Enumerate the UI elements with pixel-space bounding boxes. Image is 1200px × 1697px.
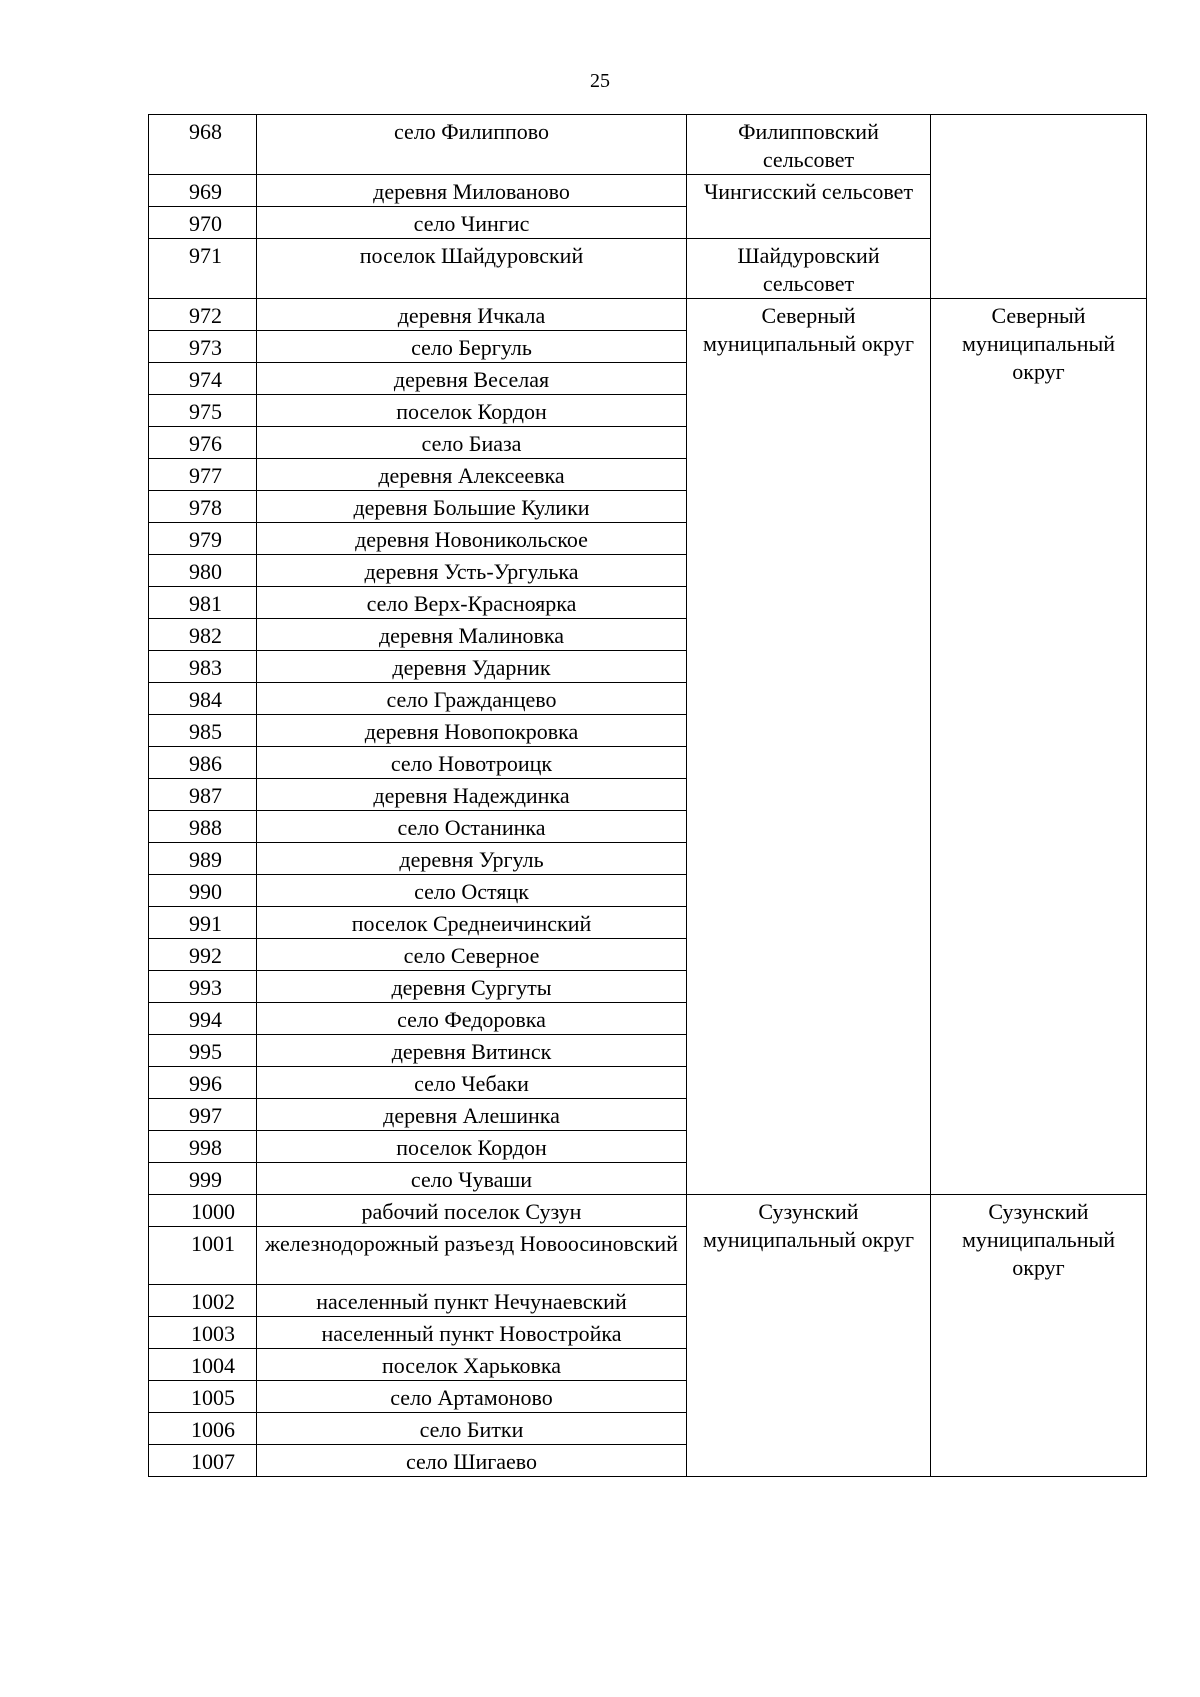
settlement-name: деревня Алексеевка — [257, 459, 687, 491]
row-number: 987 — [149, 779, 257, 811]
municipal-council-cell: Чингисский сельсовет — [687, 175, 931, 239]
row-number: 979 — [149, 523, 257, 555]
row-number: 972 — [149, 299, 257, 331]
settlement-name: село Остяцк — [257, 875, 687, 907]
settlement-name: деревня Надеждинка — [257, 779, 687, 811]
settlement-name: село Новотроицк — [257, 747, 687, 779]
table-row — [149, 1195, 1147, 1227]
table-row — [149, 115, 1147, 175]
settlement-name: село Чуваши — [257, 1163, 687, 1195]
settlement-name: село Чингис — [257, 207, 687, 239]
settlement-name: село Биаза — [257, 427, 687, 459]
row-number: 976 — [149, 427, 257, 459]
row-number: 1007 — [149, 1445, 257, 1477]
settlement-name: село Гражданцево — [257, 683, 687, 715]
row-number: 984 — [149, 683, 257, 715]
municipal-district-cell: Сузунский муниципальный округ — [931, 1195, 1147, 1477]
municipal-district-cell — [931, 115, 1147, 299]
row-number: 970 — [149, 207, 257, 239]
row-number: 999 — [149, 1163, 257, 1195]
row-number: 980 — [149, 555, 257, 587]
settlement-name: поселок Среднеичинский — [257, 907, 687, 939]
settlement-name: поселок Шайдуровский — [257, 239, 687, 299]
row-number: 995 — [149, 1035, 257, 1067]
row-number: 983 — [149, 651, 257, 683]
row-number: 998 — [149, 1131, 257, 1163]
settlement-name: село Бергуль — [257, 331, 687, 363]
row-number: 996 — [149, 1067, 257, 1099]
municipal-council-cell: Сузунский муниципальный округ — [687, 1195, 931, 1477]
row-number: 971 — [149, 239, 257, 299]
row-number: 982 — [149, 619, 257, 651]
row-number: 1004 — [149, 1349, 257, 1381]
row-number: 1001 — [149, 1227, 257, 1285]
row-number: 989 — [149, 843, 257, 875]
settlement-name: деревня Большие Кулики — [257, 491, 687, 523]
row-number: 1006 — [149, 1413, 257, 1445]
settlement-name: поселок Кордон — [257, 1131, 687, 1163]
settlement-name: деревня Новоникольское — [257, 523, 687, 555]
row-number: 978 — [149, 491, 257, 523]
row-number: 974 — [149, 363, 257, 395]
row-number: 981 — [149, 587, 257, 619]
settlement-name: деревня Новопокровка — [257, 715, 687, 747]
row-number: 1005 — [149, 1381, 257, 1413]
settlement-name: деревня Малиновка — [257, 619, 687, 651]
municipal-district-cell: Северный муниципальный округ — [931, 299, 1147, 1195]
row-number: 1002 — [149, 1285, 257, 1317]
row-number: 992 — [149, 939, 257, 971]
settlement-name: деревня Сургуты — [257, 971, 687, 1003]
row-number: 977 — [149, 459, 257, 491]
settlement-name: село Артамоново — [257, 1381, 687, 1413]
row-number: 988 — [149, 811, 257, 843]
row-number: 975 — [149, 395, 257, 427]
row-number: 968 — [149, 115, 257, 175]
settlement-name: деревня Витинск — [257, 1035, 687, 1067]
municipal-council-cell: Шайдуровский сельсовет — [687, 239, 931, 299]
settlement-name: деревня Ургуль — [257, 843, 687, 875]
row-number: 991 — [149, 907, 257, 939]
settlement-name: деревня Ичкала — [257, 299, 687, 331]
row-number: 994 — [149, 1003, 257, 1035]
settlement-name: поселок Харьковка — [257, 1349, 687, 1381]
row-number: 985 — [149, 715, 257, 747]
settlements-table — [148, 114, 1147, 1477]
settlement-name: населенный пункт Нечунаевский — [257, 1285, 687, 1317]
table-row — [149, 299, 1147, 331]
settlement-name: село Битки — [257, 1413, 687, 1445]
settlement-name: село Федоровка — [257, 1003, 687, 1035]
settlement-name: рабочий поселок Сузун — [257, 1195, 687, 1227]
page-number: 25 — [590, 70, 610, 92]
row-number: 1003 — [149, 1317, 257, 1349]
settlement-name: деревня Веселая — [257, 363, 687, 395]
settlement-name: деревня Алешинка — [257, 1099, 687, 1131]
settlement-name: поселок Кордон — [257, 395, 687, 427]
settlement-name: село Верх-Красноярка — [257, 587, 687, 619]
settlement-name: деревня Ударник — [257, 651, 687, 683]
row-number: 969 — [149, 175, 257, 207]
settlement-name: деревня Милованово — [257, 175, 687, 207]
settlement-name: населенный пункт Новостройка — [257, 1317, 687, 1349]
row-number: 993 — [149, 971, 257, 1003]
settlement-name: село Останинка — [257, 811, 687, 843]
settlement-name: село Чебаки — [257, 1067, 687, 1099]
row-number: 986 — [149, 747, 257, 779]
settlement-name: село Филиппово — [257, 115, 687, 175]
settlement-name: село Шигаево — [257, 1445, 687, 1477]
row-number: 1000 — [149, 1195, 257, 1227]
row-number: 973 — [149, 331, 257, 363]
settlement-name: железнодорожный разъезд Новоосиновский — [257, 1227, 687, 1285]
settlement-name: село Северное — [257, 939, 687, 971]
row-number: 997 — [149, 1099, 257, 1131]
municipal-council-cell: Филипповский сельсовет — [687, 115, 931, 175]
row-number: 990 — [149, 875, 257, 907]
settlement-name: деревня Усть-Ургулька — [257, 555, 687, 587]
municipal-council-cell: Северный муниципальный округ — [687, 299, 931, 1195]
